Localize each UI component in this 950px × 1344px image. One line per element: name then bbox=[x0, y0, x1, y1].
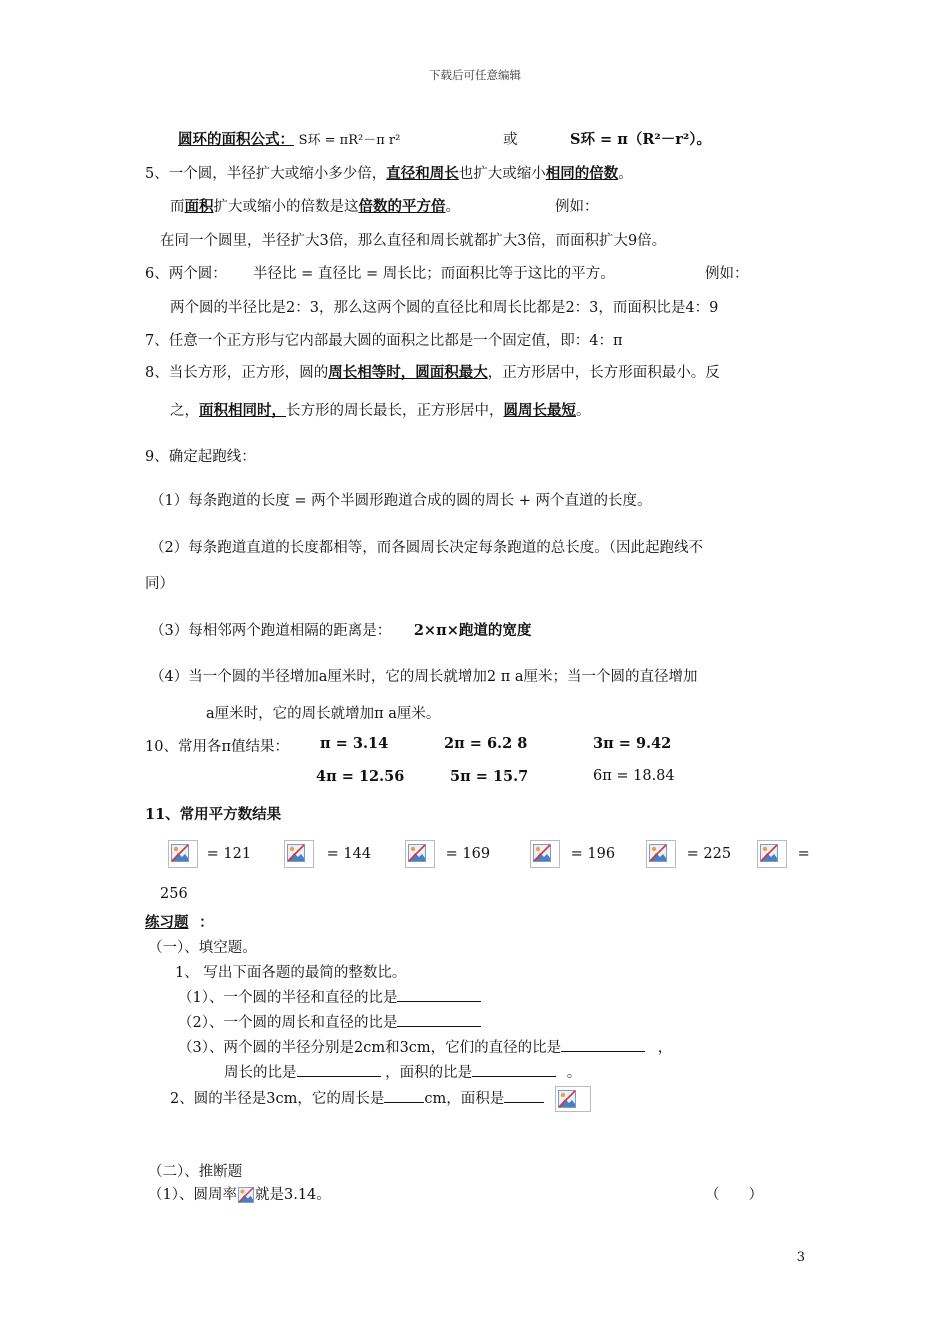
section-2-title: （二）、推断题 bbox=[148, 1164, 243, 1180]
question-1-1 bbox=[178, 986, 481, 1007]
item-8-text-a: 8、当长方形，正方形，圆的 bbox=[145, 365, 329, 381]
square-value-2: = 144 bbox=[326, 846, 372, 862]
square-item-4 bbox=[530, 840, 615, 868]
square-item-1 bbox=[168, 840, 251, 868]
answer-blank[interactable] bbox=[397, 989, 481, 1002]
question-1-3-continued bbox=[224, 1061, 581, 1082]
item-5b-text-a: 而 bbox=[170, 199, 185, 215]
question-1-2 bbox=[178, 1011, 481, 1032]
item-5-same-multiple: 相同的倍数 bbox=[545, 165, 619, 182]
item-5-area bbox=[170, 195, 460, 216]
page-number: 3 bbox=[796, 1250, 805, 1265]
item-9-4: （4）当一个圆的半径增加a厘米时，它的周长就增加2 π a厘米；当一个圆的直径增加 bbox=[150, 669, 698, 685]
item-5 bbox=[145, 162, 633, 183]
question-1-1-text: （1）、一个圆的半径和直径的比是 bbox=[178, 990, 398, 1006]
item-9-3-formula: 2×π×跑道的宽度 bbox=[413, 622, 532, 639]
ring-area-line bbox=[178, 128, 400, 149]
pi-value-3: 3π = 9.42 bbox=[593, 735, 672, 752]
answer-blank[interactable] bbox=[504, 1090, 544, 1103]
question-1-3b-text-a: 周长的比是 bbox=[224, 1065, 297, 1081]
ring-area-label: 圆环的面积公式： bbox=[178, 131, 294, 148]
item-5-diameter-circumference: 直径和周长 bbox=[386, 165, 459, 182]
item-5-text-e: 。 bbox=[618, 166, 633, 182]
answer-blank[interactable] bbox=[561, 1039, 645, 1052]
judge-1 bbox=[148, 1183, 331, 1204]
item-5-example-label: 例如： bbox=[555, 199, 599, 215]
square-value-5: = 225 bbox=[686, 846, 732, 862]
answer-blank[interactable] bbox=[384, 1090, 424, 1103]
answer-blank[interactable] bbox=[297, 1064, 381, 1077]
judge-1-answer-paren[interactable]: （ ） bbox=[705, 1187, 763, 1203]
item-8 bbox=[145, 361, 720, 382]
item-5b-square-multiple: 倍数的平方倍 bbox=[358, 198, 446, 215]
item-9-4-continued: a厘米时，它的周长就增加π a厘米。 bbox=[206, 706, 441, 722]
item-8b-equal-area: 面积相同时， bbox=[199, 402, 286, 419]
answer-blank[interactable] bbox=[397, 1014, 481, 1027]
broken-image-icon bbox=[237, 1186, 255, 1204]
exercise-colon: ： bbox=[199, 914, 214, 931]
item-8-text-c: ，正方形居中，长方形面积最小。反 bbox=[487, 365, 720, 381]
ring-formula-2: S环 = π（R²－r²）。 bbox=[570, 131, 711, 148]
item-8b-text-e: 。 bbox=[576, 403, 591, 419]
section-1-title: （一）、填空题。 bbox=[148, 940, 257, 956]
question-1: 1、 写出下面各题的最简的整数比。 bbox=[175, 965, 407, 981]
question-1-3-text: （3）、两个圆的半径分别是2cm和3cm，它们的直径的比是 bbox=[178, 1040, 562, 1056]
broken-image-icon bbox=[646, 840, 676, 868]
item-9-2: （2）每条跑道直道的长度都相等，而各圆周长决定每条跑道的总长度。（因此起跑线不 bbox=[150, 540, 703, 556]
broken-image-icon bbox=[168, 840, 198, 868]
item-5b-area: 面积 bbox=[184, 198, 214, 215]
item-9-3 bbox=[150, 619, 531, 640]
item-9-3-text: （3）每相邻两个跑道相隔的距离是： bbox=[150, 623, 392, 639]
square-value-6: = bbox=[797, 846, 810, 862]
square-item-6 bbox=[757, 840, 810, 868]
question-1-3b-text-b: ，面积的比是 bbox=[385, 1065, 473, 1081]
judge-1-text-a: （1）、圆周率 bbox=[148, 1187, 237, 1203]
pi-value-4: 4π = 12.56 bbox=[316, 768, 405, 785]
question-1-3b-period: 。 bbox=[566, 1065, 582, 1081]
pi-value-5: 5π = 15.7 bbox=[450, 768, 529, 785]
square-item-2 bbox=[284, 840, 371, 868]
question-2-text-b: cm，面积是 bbox=[424, 1091, 505, 1107]
item-9-1: （1）每条跑道的长度 = 两个半圆形跑道合成的圆的周长 + 两个直道的长度。 bbox=[150, 493, 652, 509]
broken-image-icon bbox=[555, 1086, 591, 1112]
square-item-3 bbox=[405, 840, 490, 868]
pi-value-2: 2π = 6.2 8 bbox=[444, 735, 528, 752]
item-8-continued bbox=[170, 399, 591, 420]
item-5-text-c: 也扩大或缩小 bbox=[458, 166, 546, 182]
question-2-text-a: 2、圆的半径是3cm，它的周长是 bbox=[170, 1091, 385, 1107]
exercise-title: 练习题 bbox=[145, 914, 189, 931]
item-9-2-continued: 同） bbox=[145, 576, 174, 592]
pi-value-6: 6π = 18.84 bbox=[593, 768, 675, 784]
broken-image-icon bbox=[757, 840, 787, 868]
item-5-example: 在同一个圆里，半径扩大3倍，那么直径和周长就都扩大3倍，而面积扩大9倍。 bbox=[160, 233, 667, 249]
question-1-2-text: （2）、一个圆的周长和直径的比是 bbox=[178, 1015, 398, 1031]
square-item-5 bbox=[646, 840, 731, 868]
broken-image-icon bbox=[284, 840, 314, 868]
question-1-3-comma: ， bbox=[657, 1040, 673, 1056]
item-5-text-a: 5、一个圆，半径扩大或缩小多少倍， bbox=[145, 166, 387, 182]
square-value-last: 256 bbox=[160, 886, 188, 902]
page-header: 下载后可任意编辑 bbox=[429, 68, 521, 82]
item-10-label bbox=[145, 735, 289, 756]
broken-image-icon bbox=[405, 840, 435, 868]
exercise-heading bbox=[145, 911, 214, 932]
item-5b-text-e: 。 bbox=[445, 199, 460, 215]
or-text: 或 bbox=[503, 132, 518, 148]
item-9: 9、确定起跑线： bbox=[145, 449, 256, 465]
item-8b-shortest-circumference: 圆周长最短 bbox=[503, 402, 576, 419]
question-1-3 bbox=[178, 1036, 672, 1057]
pi-value-1: π = 3.14 bbox=[320, 735, 389, 752]
item-11: 11、常用平方数结果 bbox=[145, 806, 282, 823]
item-8b-text-a: 之， bbox=[170, 403, 199, 419]
square-value-1: = 121 bbox=[206, 846, 252, 862]
item-5b-text-c: 扩大或缩小的倍数是这 bbox=[213, 199, 359, 215]
item-7: 7、任意一个正方形与它内部最大圆的面积之比都是一个固定值，即：4：π bbox=[145, 333, 623, 349]
item-6-label: 6、两个圆： bbox=[145, 266, 227, 282]
answer-blank[interactable] bbox=[472, 1064, 556, 1077]
item-6-text: 半径比 = 直径比 = 周长比；而面积比等于这比的平方。 bbox=[253, 266, 615, 282]
item-8b-text-c: 长方形的周长最长，正方形居中， bbox=[286, 403, 504, 419]
square-value-4: = 196 bbox=[570, 846, 616, 862]
ring-formula-1: S环 = πR²－π r² bbox=[298, 133, 401, 148]
item-8-equal-perimeter: 周长相等时，圆面积最大 bbox=[328, 364, 488, 381]
question-2 bbox=[170, 1086, 591, 1112]
judge-1-text-b: 就是3.14。 bbox=[254, 1187, 331, 1203]
pi-values-label: 10、常用各π值结果： bbox=[145, 739, 289, 755]
item-6-example-label: 例如： bbox=[705, 266, 749, 282]
item-6-example: 两个圆的半径比是2：3，那么这两个圆的直径比和周长比都是2：3，而面积比是4：9 bbox=[170, 300, 719, 316]
broken-image-icon bbox=[530, 840, 560, 868]
square-value-3: = 169 bbox=[445, 846, 491, 862]
